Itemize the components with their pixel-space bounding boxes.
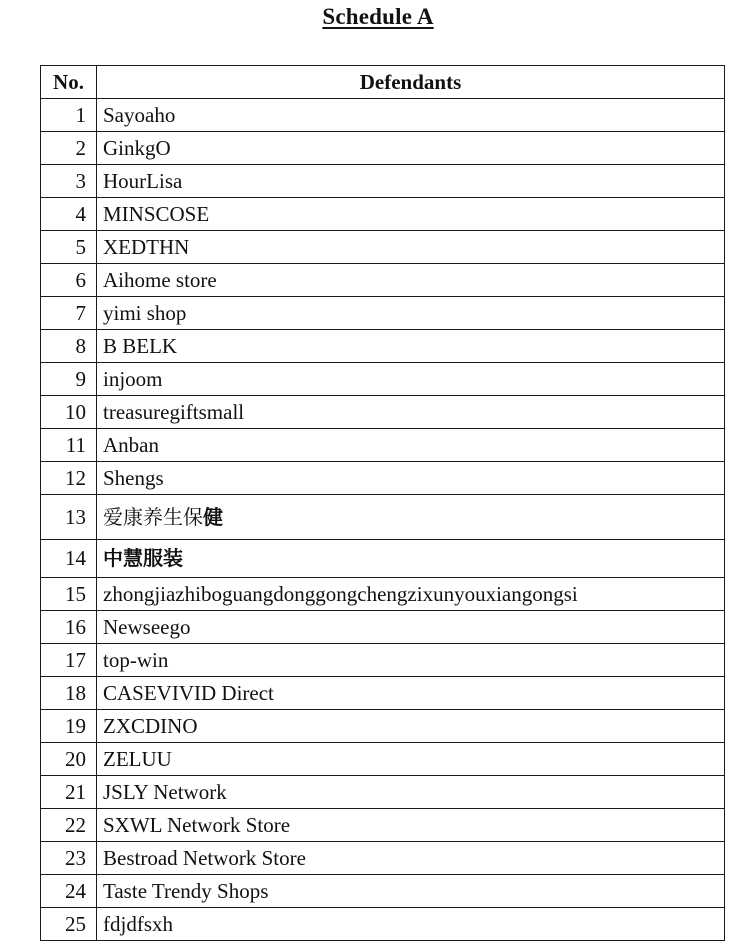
row-number: 5 <box>41 231 97 264</box>
table-row <box>41 809 725 842</box>
row-number: 19 <box>41 710 97 743</box>
row-number: 8 <box>41 330 97 363</box>
row-number: 12 <box>41 462 97 495</box>
defendant-name: XEDTHN <box>97 231 725 264</box>
table-row <box>41 540 725 578</box>
defendant-name: Newseego <box>97 611 725 644</box>
table-row <box>41 198 725 231</box>
row-number: 15 <box>41 578 97 611</box>
table-row <box>41 264 725 297</box>
table-row <box>41 165 725 198</box>
defendant-name: ZELUU <box>97 743 725 776</box>
table-row <box>41 330 725 363</box>
row-number: 16 <box>41 611 97 644</box>
defendant-name: fdjdfsxh <box>97 908 725 941</box>
row-number: 10 <box>41 396 97 429</box>
table-row <box>41 396 725 429</box>
defendant-name: Anban <box>97 429 725 462</box>
row-number: 18 <box>41 677 97 710</box>
table-row <box>41 363 725 396</box>
defendant-name: ZXCDINO <box>97 710 725 743</box>
row-number: 11 <box>41 429 97 462</box>
row-number: 1 <box>41 99 97 132</box>
row-number: 2 <box>41 132 97 165</box>
defendant-name: CASEVIVID Direct <box>97 677 725 710</box>
table-header-row <box>41 66 725 99</box>
table-row <box>41 776 725 809</box>
defendant-name-text: 中慧服装 <box>103 546 183 570</box>
defendant-name: JSLY Network <box>97 776 725 809</box>
defendant-name-part: 健 <box>203 504 223 529</box>
row-number: 4 <box>41 198 97 231</box>
defendant-name: top-win <box>97 644 725 677</box>
defendant-name: treasuregiftsmall <box>97 396 725 429</box>
table-row <box>41 132 725 165</box>
defendant-name: B BELK <box>97 330 725 363</box>
defendant-name: MINSCOSE <box>97 198 725 231</box>
row-number: 17 <box>41 644 97 677</box>
table-row <box>41 875 725 908</box>
table-row <box>41 677 725 710</box>
defendant-name: Taste Trendy Shops <box>97 875 725 908</box>
row-number: 9 <box>41 363 97 396</box>
defendant-name: yimi shop <box>97 297 725 330</box>
defendant-name <box>97 540 725 578</box>
row-number: 13 <box>41 495 97 540</box>
row-number: 25 <box>41 908 97 941</box>
defendant-name: Sayoaho <box>97 99 725 132</box>
table-row <box>41 462 725 495</box>
table-row <box>41 429 725 462</box>
table-row <box>41 743 725 776</box>
row-number: 14 <box>41 540 97 578</box>
row-number: 7 <box>41 297 97 330</box>
defendant-name: SXWL Network Store <box>97 809 725 842</box>
defendant-name <box>97 495 725 540</box>
row-number: 22 <box>41 809 97 842</box>
table-row <box>41 908 725 941</box>
header-number: No. <box>41 66 97 99</box>
defendant-name: Shengs <box>97 462 725 495</box>
row-number: 21 <box>41 776 97 809</box>
row-number: 23 <box>41 842 97 875</box>
table-row <box>41 644 725 677</box>
header-defendants: Defendants <box>97 66 725 99</box>
defendants-table <box>40 65 725 941</box>
row-number: 6 <box>41 264 97 297</box>
defendant-name: Aihome store <box>97 264 725 297</box>
table-row <box>41 231 725 264</box>
table-row <box>41 99 725 132</box>
table-row <box>41 611 725 644</box>
table-row <box>41 297 725 330</box>
row-number: 24 <box>41 875 97 908</box>
defendant-name: injoom <box>97 363 725 396</box>
defendant-name: zhongjiazhiboguangdonggongchengzixunyouxiangongsi <box>97 578 725 611</box>
defendant-name-part: 爱康养生保 <box>103 504 203 529</box>
table-row <box>41 842 725 875</box>
row-number: 20 <box>41 743 97 776</box>
table-row <box>41 495 725 540</box>
table-row <box>41 710 725 743</box>
defendant-name: GinkgO <box>97 132 725 165</box>
defendant-name: HourLisa <box>97 165 725 198</box>
page-title: Schedule A <box>322 4 434 29</box>
table-row <box>41 578 725 611</box>
defendant-name: Bestroad Network Store <box>97 842 725 875</box>
row-number: 3 <box>41 165 97 198</box>
